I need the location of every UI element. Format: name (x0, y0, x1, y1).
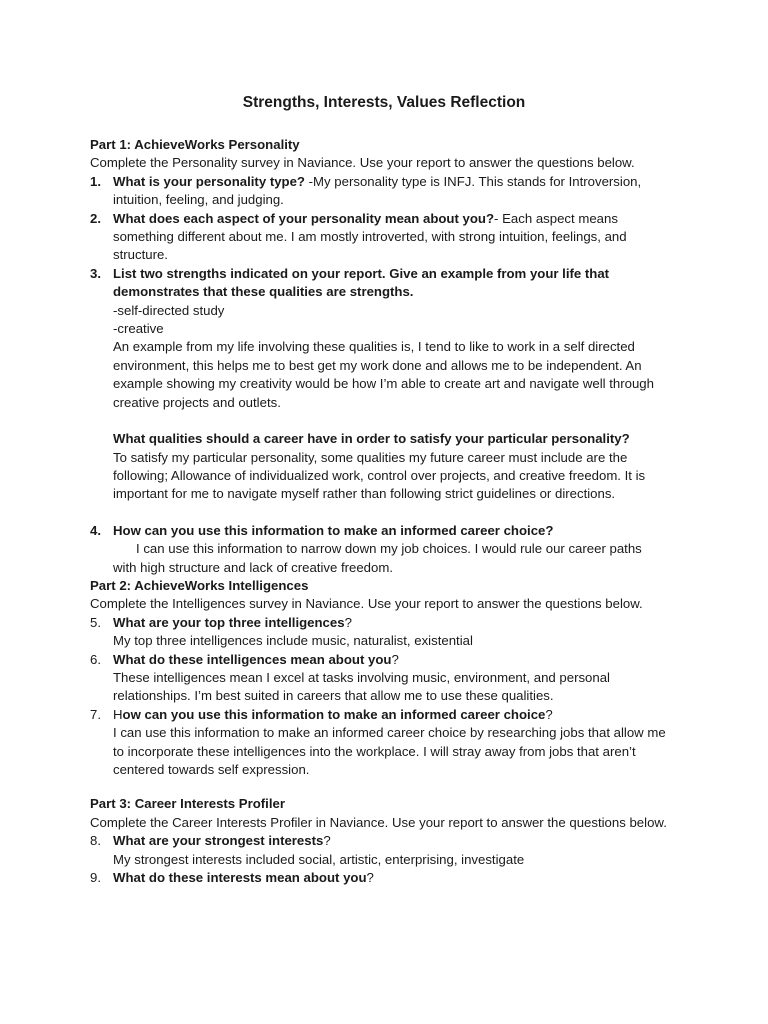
question-5-qmark: ? (344, 614, 352, 630)
question-7 (90, 706, 680, 724)
question-7-prefix: H (113, 706, 123, 722)
question-2-answer: - Each aspect means something different about me. I am mostly introverted, with strong intuition, feelings, and structure. (113, 210, 627, 263)
question-7-answer: I can use this information to make an informed career choice by researching jobs that allow me to incorporate these intelligences into the workplace. I will stray away from jobs that aren’t centered towards self expression. (113, 725, 666, 777)
question-5-answer: My top three intelligences include music, naturalist, existential (113, 633, 473, 649)
question-5-text: What are your top three intelligences (113, 614, 345, 630)
question-2-text: What does each aspect of your personality mean about you? (113, 210, 495, 226)
question-7-qmark: ? (545, 706, 553, 722)
question-1-text: What is your personality type? (113, 173, 305, 189)
question-2 (90, 210, 680, 265)
question-6-answer: These intelligences mean I excel at tasks involving music, environment, and personal relationships. I’m best suited in careers that allow me to use these qualities. (113, 669, 610, 704)
question-8-qmark: ? (323, 833, 331, 849)
question-3-text: List two strengths indicated on your report. Give an example from your life that demonstrates that these qualities are strengths. (113, 265, 610, 300)
question-6 (90, 651, 680, 669)
career-qualities-answer: To satisfy my particular personality, some qualities my future career must include are the following; Allowance of individualized work, control over projects, and creative freedom. It is important for me to navigate myself rather than following strict guidelines or directions. (113, 449, 646, 502)
strength-example: An example from my life involving these qualities is, I tend to like to work in a self directed environment, this helps me to best get my work done and allows me to be independent. An example showing my creativity would be how I’m able to create art and navigate well through creative projects and outlets. (113, 339, 654, 410)
document-title: Strengths, Interests, Values Reflection (242, 94, 526, 111)
question-1 (90, 173, 680, 210)
question-9-qmark: ? (366, 870, 374, 886)
part2-heading: Part 2: AchieveWorks Intelligences (90, 577, 309, 593)
question-6-number: 6. (90, 651, 101, 667)
question-5-number: 5. (90, 614, 101, 630)
question-8-number: 8. (90, 833, 101, 849)
question-7-number: 7. (90, 706, 101, 722)
question-7-text: ow can you use this information to make an informed career choice (122, 706, 546, 722)
strength-1: -self-directed study (113, 302, 225, 318)
question-8-text: What are your strongest interests (113, 833, 324, 849)
question-3 (90, 265, 680, 302)
question-1-answer: -My personality type is INFJ. This stands for Introversion, intuition, feeling, and judging. (113, 173, 642, 208)
question-4-number: 4. (90, 522, 101, 538)
part1-heading: Part 1: AchieveWorks Personality (90, 137, 300, 152)
question-6-qmark: ? (391, 651, 399, 667)
question-5 (90, 614, 680, 632)
question-1-number: 1. (90, 173, 101, 189)
question-4-answer-line2: with high structure and lack of creative freedom. (113, 559, 394, 575)
career-qualities-question: What qualities should a career have in order to satisfy your particular personality? (113, 431, 630, 447)
part1-instruction: Complete the Personality survey in Naviance. Use your report to answer the questions below. (90, 155, 635, 171)
part3-heading: Part 3: Career Interests Profiler (90, 796, 285, 812)
question-4 (90, 522, 680, 540)
question-4-text: How can you use this information to make an informed career choice? (113, 522, 554, 538)
document-body (90, 136, 680, 887)
question-4-answer-line1: I can use this information to narrow down my job choices. I would rule our career paths (136, 541, 642, 557)
question-6-text: What do these intelligences mean about you (113, 651, 392, 667)
part3-instruction: Complete the Career Interests Profiler in Naviance. Use your report to answer the questions below. (90, 814, 667, 830)
question-3-number: 3. (90, 265, 101, 281)
question-9-text: What do these interests mean about you (113, 870, 367, 886)
strength-2: -creative (113, 321, 164, 337)
part2-instruction: Complete the Intelligences survey in Naviance. Use your report to answer the questions below. (90, 596, 643, 612)
question-9-number: 9. (90, 870, 101, 886)
question-8 (90, 832, 680, 850)
question-8-answer: My strongest interests included social, artistic, enterprising, investigate (113, 851, 525, 867)
question-9 (90, 869, 680, 887)
question-2-number: 2. (90, 210, 101, 226)
